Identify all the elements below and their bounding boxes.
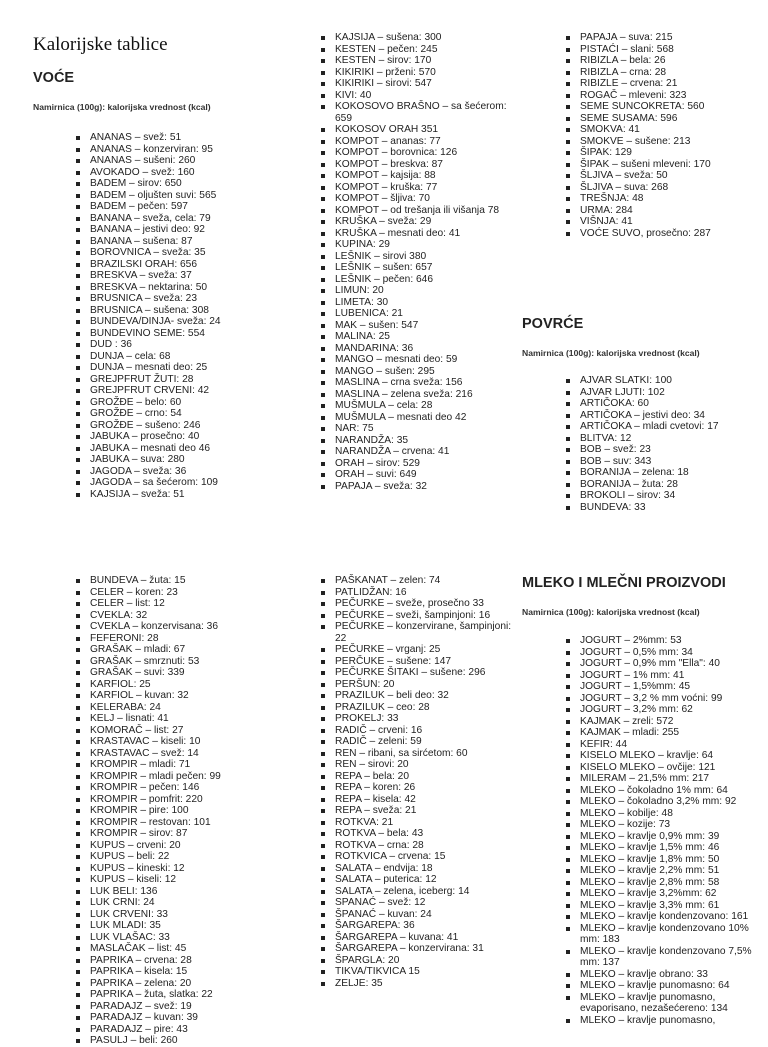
list-item: ANANAS – svež: 51 bbox=[90, 132, 270, 144]
list-item: ARTIČOKA: 60 bbox=[580, 398, 760, 410]
list-item: CELER – koren: 23 bbox=[90, 587, 270, 599]
list-item: KRUŠKA – mesnati deo: 41 bbox=[335, 228, 515, 240]
list-item: PARADAJZ – pire: 43 bbox=[90, 1024, 270, 1036]
list-item: ANANAS – konzerviran: 95 bbox=[90, 144, 270, 156]
list-item: PEČURKE ŠITAKI – sušene: 296 bbox=[335, 667, 515, 679]
list-item: JOGURT – 3,2% mm: 62 bbox=[580, 704, 760, 716]
page-title: Kalorijske tablice bbox=[33, 34, 168, 55]
list-item: GRAŠAK – suvi: 339 bbox=[90, 667, 270, 679]
list-voce-3 bbox=[580, 32, 760, 239]
list-item: NARANDŽA: 35 bbox=[335, 435, 515, 447]
list-item: ŠPANAĆ – kuvan: 24 bbox=[335, 909, 515, 921]
list-item: LEŠNIK – sušen: 657 bbox=[335, 262, 515, 274]
list-item: LUK CRVENI: 33 bbox=[90, 909, 270, 921]
list-item: SALATA – endvija: 18 bbox=[335, 863, 515, 875]
list-item: CVEKLA – konzervisana: 36 bbox=[90, 621, 270, 633]
list-item: JOGURT – 1,5%mm: 45 bbox=[580, 681, 760, 693]
list-item: GREJPFRUT CRVENI: 42 bbox=[90, 385, 270, 397]
list-item: KROMPIR – pomfrit: 220 bbox=[90, 794, 270, 806]
list-item: PAPRIKA – kisela: 15 bbox=[90, 966, 270, 978]
list-item: KAJMAK – mladi: 255 bbox=[580, 727, 760, 739]
list-item: MLEKO – kravlje kondenzovano 10% mm: 183 bbox=[580, 923, 760, 946]
list-item: MLEKO – kravlje obrano: 33 bbox=[580, 969, 760, 981]
list-item: ŠIPAK: 129 bbox=[580, 147, 760, 159]
list-item: BRESKVA – nektarina: 50 bbox=[90, 282, 270, 294]
list-item: MLEKO – čokoladno 3,2% mm: 92 bbox=[580, 796, 760, 808]
povrce-header bbox=[522, 316, 762, 358]
list-item: KELERABA: 24 bbox=[90, 702, 270, 714]
list-povrce-1 bbox=[580, 375, 760, 513]
list-item: ŠARGAREPA – konzervirana: 31 bbox=[335, 943, 515, 955]
list-item: MASLAČAK – list: 45 bbox=[90, 943, 270, 955]
list-item: MAK – sušen: 547 bbox=[335, 320, 515, 332]
section-subtitle-povrce: Namirnica (100g): kalorijska vrednost (kcal) bbox=[522, 348, 700, 358]
list-item: BORANIJA – zelena: 18 bbox=[580, 467, 760, 479]
list-item: GROŽĐE – sušeno: 246 bbox=[90, 420, 270, 432]
list-item: AJVAR LJUTI: 102 bbox=[580, 387, 760, 399]
list-item: NARANDŽA – crvena: 41 bbox=[335, 446, 515, 458]
list-item: BANANA – sveža, cela: 79 bbox=[90, 213, 270, 225]
list-item: MLEKO – kravlje punomasno, evaporisano, nezašećereno: 134 bbox=[580, 992, 760, 1015]
list-item: AVOKADO – svež: 160 bbox=[90, 167, 270, 179]
section-title-povrce: POVRĆE bbox=[522, 316, 584, 332]
list-item: MASLINA – zelena sveža: 216 bbox=[335, 389, 515, 401]
list-item: MLEKO – kravlje punomasno: 64 bbox=[580, 980, 760, 992]
list-item: SPANAĆ – svež: 12 bbox=[335, 897, 515, 909]
list-item: PEČURKE – sveže, prosečno 33 bbox=[335, 598, 515, 610]
list-item: REPA – bela: 20 bbox=[335, 771, 515, 783]
list-item: PEČURKE – konzervirane, šampinjoni: 22 bbox=[335, 621, 515, 644]
list-item: JABUKA – mesnati deo 46 bbox=[90, 443, 270, 455]
list-item: MLEKO – kobilje: 48 bbox=[580, 808, 760, 820]
list-item: LEŠNIK – pečen: 646 bbox=[335, 274, 515, 286]
list-item: PARADAJZ – kuvan: 39 bbox=[90, 1012, 270, 1024]
list-item: ROGAČ – mleveni: 323 bbox=[580, 90, 760, 102]
section-title-mleko: MLEKO I MLEČNI PROIZVODI bbox=[522, 575, 726, 591]
list-item: SALATA – puterica: 12 bbox=[335, 874, 515, 886]
list-item: KAJSIJA – sušena: 300 bbox=[335, 32, 515, 44]
list-item: MLEKO – kravlje 2,2% mm: 51 bbox=[580, 865, 760, 877]
list-item: REPA – koren: 26 bbox=[335, 782, 515, 794]
list-item: SMOKVE – sušene: 213 bbox=[580, 136, 760, 148]
list-item: AJVAR SLATKI: 100 bbox=[580, 375, 760, 387]
list-item: KAJSIJA – sveža: 51 bbox=[90, 489, 270, 501]
list-item: JABUKA – prosečno: 40 bbox=[90, 431, 270, 443]
list-item: RIBIZLA – bela: 26 bbox=[580, 55, 760, 67]
list-item: ROTKVA: 21 bbox=[335, 817, 515, 829]
list-item: KUPUS – beli: 22 bbox=[90, 851, 270, 863]
list-item: BADEM – sirov: 650 bbox=[90, 178, 270, 190]
list-item: BOB – svež: 23 bbox=[580, 444, 760, 456]
list-item: REPA – sveža: 21 bbox=[335, 805, 515, 817]
list-item: MLEKO – kozije: 73 bbox=[580, 819, 760, 831]
list-item: KISELO MLEKO – ovčije: 121 bbox=[580, 762, 760, 774]
header-block bbox=[33, 34, 263, 112]
list-item: KOMPOT – breskva: 87 bbox=[335, 159, 515, 171]
list-item: MANGO – sušen: 295 bbox=[335, 366, 515, 378]
list-item: PAPRIKA – zelena: 20 bbox=[90, 978, 270, 990]
list-item: KOMPOT – ananas: 77 bbox=[335, 136, 515, 148]
list-item: MLEKO – kravlje 1,5% mm: 46 bbox=[580, 842, 760, 854]
list-item: KUPINA: 29 bbox=[335, 239, 515, 251]
list-item: ŠLJIVA – sveža: 50 bbox=[580, 170, 760, 182]
list-item: KOKOSOV ORAH 351 bbox=[335, 124, 515, 136]
list-item: KROMPIR – sirov: 87 bbox=[90, 828, 270, 840]
list-item: KOMPOT – borovnica: 126 bbox=[335, 147, 515, 159]
list-item: MUŠMULA – cela: 28 bbox=[335, 400, 515, 412]
list-item: FEFERONI: 28 bbox=[90, 633, 270, 645]
list-item: PERŠUN: 20 bbox=[335, 679, 515, 691]
list-item: JAGODA – sa šećerom: 109 bbox=[90, 477, 270, 489]
list-item: LIMETA: 30 bbox=[335, 297, 515, 309]
list-item: GRAŠAK – mladi: 67 bbox=[90, 644, 270, 656]
list-item: KRASTAVAC – kiseli: 10 bbox=[90, 736, 270, 748]
list-item: MLEKO – kravlje 3,3% mm: 61 bbox=[580, 900, 760, 912]
list-item: SMOKVA: 41 bbox=[580, 124, 760, 136]
list-item: PAPAJA – sveža: 32 bbox=[335, 481, 515, 493]
list-item: KAJMAK – zreli: 572 bbox=[580, 716, 760, 728]
list-item: LUK BELI: 136 bbox=[90, 886, 270, 898]
list-item: ARTIČOKA – mladi cvetovi: 17 bbox=[580, 421, 760, 433]
list-item: KOKOSOVO BRAŠNO – sa šećerom: 659 bbox=[335, 101, 515, 124]
list-item: MLEKO – kravlje punomasno, bbox=[580, 1015, 760, 1027]
list-item: SALATA – zelena, iceberg: 14 bbox=[335, 886, 515, 898]
list-item: MUŠMULA – mesnati deo 42 bbox=[335, 412, 515, 424]
list-item: JOGURT – 1% mm: 41 bbox=[580, 670, 760, 682]
list-item: KOMPOT – kruška: 77 bbox=[335, 182, 515, 194]
list-item: KUPUS – kineski: 12 bbox=[90, 863, 270, 875]
list-item: BRESKVA – sveža: 37 bbox=[90, 270, 270, 282]
list-item: ŠLJIVA – suva: 268 bbox=[580, 182, 760, 194]
list-item: KROMPIR – restovan: 101 bbox=[90, 817, 270, 829]
list-item: JOGURT – 0,5% mm: 34 bbox=[580, 647, 760, 659]
list-item: KESTEN – pečen: 245 bbox=[335, 44, 515, 56]
list-item: MILERAM – 21,5% mm: 217 bbox=[580, 773, 760, 785]
list-item: BUNDEVA – žuta: 15 bbox=[90, 575, 270, 587]
list-item: PROKELJ: 33 bbox=[335, 713, 515, 725]
list-item: KIKIRIKI – prženi: 570 bbox=[335, 67, 515, 79]
list-item: BUNDEVINO SEME: 554 bbox=[90, 328, 270, 340]
list-item: LUK CRNI: 24 bbox=[90, 897, 270, 909]
list-item: MLEKO – kravlje 0,9% mm: 39 bbox=[580, 831, 760, 843]
list-item: PEČURKE – sveži, šampinjoni: 16 bbox=[335, 610, 515, 622]
list-item: ŠARGAREPA: 36 bbox=[335, 920, 515, 932]
list-item: MLEKO – kravlje 3,2%mm: 62 bbox=[580, 888, 760, 900]
list-item: KOMORAČ – list: 27 bbox=[90, 725, 270, 737]
list-voce-1 bbox=[90, 132, 270, 500]
section-subtitle-voce: Namirnica (100g): kalorijska vrednost (kcal) bbox=[33, 102, 211, 112]
list-item: LUK VLAŠAC: 33 bbox=[90, 932, 270, 944]
section-subtitle-mleko: Namirnica (100g): kalorijska vrednost (kcal) bbox=[522, 607, 700, 617]
list-item: ARTIČOKA – jestivi deo: 34 bbox=[580, 410, 760, 422]
list-item: LUBENICA: 21 bbox=[335, 308, 515, 320]
list-item: REN – ribani, sa sirćetom: 60 bbox=[335, 748, 515, 760]
mleko-header bbox=[522, 575, 767, 617]
list-item: KROMPIR – mladi pečen: 99 bbox=[90, 771, 270, 783]
list-item: KUPUS – kiseli: 12 bbox=[90, 874, 270, 886]
list-item: BRUSNICA – sušena: 308 bbox=[90, 305, 270, 317]
list-item: TIKVA/TIKVICA 15 bbox=[335, 966, 515, 978]
list-item: BADEM – oljušten suvi: 565 bbox=[90, 190, 270, 202]
list-povrce-2 bbox=[90, 575, 270, 1047]
list-item: REPA – kisela: 42 bbox=[335, 794, 515, 806]
list-item: ROTKVA – crna: 28 bbox=[335, 840, 515, 852]
list-item: BORANIJA – žuta: 28 bbox=[580, 479, 760, 491]
list-item: URMA: 284 bbox=[580, 205, 760, 217]
list-povrce-3 bbox=[335, 575, 515, 989]
list-item: LEŠNIK – sirovi 380 bbox=[335, 251, 515, 263]
list-item: BANANA – sušena: 87 bbox=[90, 236, 270, 248]
list-item: KESTEN – sirov: 170 bbox=[335, 55, 515, 67]
list-item: PASULJ – beli: 260 bbox=[90, 1035, 270, 1047]
list-item: CVEKLA: 32 bbox=[90, 610, 270, 622]
list-item: PEČURKE – vrganj: 25 bbox=[335, 644, 515, 656]
list-item: KUPUS – crveni: 20 bbox=[90, 840, 270, 852]
list-item: VIŠNJA: 41 bbox=[580, 216, 760, 228]
list-item: SEME SUSAMA: 596 bbox=[580, 113, 760, 125]
list-item: KROMPIR – pečen: 146 bbox=[90, 782, 270, 794]
list-item: BUNDEVA/DINJA- sveža: 24 bbox=[90, 316, 270, 328]
list-item: ŠPARGLA: 20 bbox=[335, 955, 515, 967]
list-item: RIBIZLE – crvena: 21 bbox=[580, 78, 760, 90]
list-item: KROMPIR – mladi: 71 bbox=[90, 759, 270, 771]
list-item: LIMUN: 20 bbox=[335, 285, 515, 297]
list-item: REN – sirovi: 20 bbox=[335, 759, 515, 771]
list-item: PRAZILUK – ceo: 28 bbox=[335, 702, 515, 714]
list-item: ROTKVA – bela: 43 bbox=[335, 828, 515, 840]
list-item: ANANAS – sušeni: 260 bbox=[90, 155, 270, 167]
list-item: LUK MLADI: 35 bbox=[90, 920, 270, 932]
list-item: SEME SUNCOKRETA: 560 bbox=[580, 101, 760, 113]
list-item: KRASTAVAC – svež: 14 bbox=[90, 748, 270, 760]
list-item: RADIČ – zeleni: 59 bbox=[335, 736, 515, 748]
list-item: BANANA – jestivi deo: 92 bbox=[90, 224, 270, 236]
list-item: GRAŠAK – smrznuti: 53 bbox=[90, 656, 270, 668]
list-item: JOGURT – 2%mm: 53 bbox=[580, 635, 760, 647]
list-item: KRUŠKA – sveža: 29 bbox=[335, 216, 515, 228]
list-item: PAPRIKA – crvena: 28 bbox=[90, 955, 270, 967]
list-item: MLEKO – kravlje 2,8% mm: 58 bbox=[580, 877, 760, 889]
list-item: MANGO – mesnati deo: 59 bbox=[335, 354, 515, 366]
list-item: MANDARINA: 36 bbox=[335, 343, 515, 355]
list-item: PAPAJA – suva: 215 bbox=[580, 32, 760, 44]
list-item: KOMPOT – od trešanja ili višanja 78 bbox=[335, 205, 515, 217]
list-item: KEFIR: 44 bbox=[580, 739, 760, 751]
list-item: TREŠNJA: 48 bbox=[580, 193, 760, 205]
list-item: BLITVA: 12 bbox=[580, 433, 760, 445]
list-item: BRUSNICA – sveža: 23 bbox=[90, 293, 270, 305]
list-item: JAGODA – sveža: 36 bbox=[90, 466, 270, 478]
list-item: KOMPOT – šljiva: 70 bbox=[335, 193, 515, 205]
list-item: KARFIOL – kuvan: 32 bbox=[90, 690, 270, 702]
list-item: NAR: 75 bbox=[335, 423, 515, 435]
list-item: KELJ – lisnati: 41 bbox=[90, 713, 270, 725]
list-item: ŠARGAREPA – kuvana: 41 bbox=[335, 932, 515, 944]
list-item: BRAZILSKI ORAH: 656 bbox=[90, 259, 270, 271]
list-item: GROŽĐE – belo: 60 bbox=[90, 397, 270, 409]
list-item: KARFIOL: 25 bbox=[90, 679, 270, 691]
list-item: RIBIZLA – crna: 28 bbox=[580, 67, 760, 79]
list-item: BOROVNICA – sveža: 35 bbox=[90, 247, 270, 259]
list-item: RADIČ – crveni: 16 bbox=[335, 725, 515, 737]
list-item: GREJPFRUT ŽUTI: 28 bbox=[90, 374, 270, 386]
list-item: BROKOLI – sirov: 34 bbox=[580, 490, 760, 502]
list-item: KROMPIR – pire: 100 bbox=[90, 805, 270, 817]
list-item: JOGURT – 0,9% mm "Ella": 40 bbox=[580, 658, 760, 670]
list-item: ROTKVICA – crvena: 15 bbox=[335, 851, 515, 863]
list-item: ZELJE: 35 bbox=[335, 978, 515, 990]
list-item: MLEKO – kravlje 1,8% mm: 50 bbox=[580, 854, 760, 866]
list-item: PARADAJZ – svež: 19 bbox=[90, 1001, 270, 1013]
list-item: BADEM – pečen: 597 bbox=[90, 201, 270, 213]
list-item: PATLIDŽAN: 16 bbox=[335, 587, 515, 599]
list-item: DUNJA – mesnati deo: 25 bbox=[90, 362, 270, 374]
list-item: KIVI: 40 bbox=[335, 90, 515, 102]
list-item: MLEKO – kravlje kondenzovano: 161 bbox=[580, 911, 760, 923]
list-item: BUNDEVA: 33 bbox=[580, 502, 760, 514]
list-item: PAPRIKA – žuta, slatka: 22 bbox=[90, 989, 270, 1001]
list-item: ORAH – sirov: 529 bbox=[335, 458, 515, 470]
list-item: MASLINA – crna sveža: 156 bbox=[335, 377, 515, 389]
list-item: BOB – suv: 343 bbox=[580, 456, 760, 468]
list-item: KOMPOT – kajsija: 88 bbox=[335, 170, 515, 182]
list-item: DUNJA – cela: 68 bbox=[90, 351, 270, 363]
list-item: KISELO MLEKO – kravlje: 64 bbox=[580, 750, 760, 762]
list-voce-2 bbox=[335, 32, 515, 492]
list-item: PAŠKANAT – zelen: 74 bbox=[335, 575, 515, 587]
list-item: MLEKO – kravlje kondenzovano 7,5% mm: 137 bbox=[580, 946, 760, 969]
list-item: MALINA: 25 bbox=[335, 331, 515, 343]
list-item: JABUKA – suva: 280 bbox=[90, 454, 270, 466]
list-item: ŠIPAK – sušeni mleveni: 170 bbox=[580, 159, 760, 171]
list-item: DUD : 36 bbox=[90, 339, 270, 351]
list-item: CELER – list: 12 bbox=[90, 598, 270, 610]
list-item: KIKIRIKI – sirovi: 547 bbox=[335, 78, 515, 90]
list-mleko bbox=[580, 635, 760, 1026]
list-item: PERČUKE – sušene: 147 bbox=[335, 656, 515, 668]
list-item: ORAH – suvi: 649 bbox=[335, 469, 515, 481]
list-item: PRAZILUK – beli deo: 32 bbox=[335, 690, 515, 702]
list-item: VOĆE SUVO, prosečno: 287 bbox=[580, 228, 760, 240]
list-item: MLEKO – čokoladno 1% mm: 64 bbox=[580, 785, 760, 797]
section-title-voce: VOĆE bbox=[33, 70, 75, 86]
list-item: JOGURT – 3,2 % mm voćni: 99 bbox=[580, 693, 760, 705]
list-item: GROŽĐE – crno: 54 bbox=[90, 408, 270, 420]
list-item: PISTAĆI – slani: 568 bbox=[580, 44, 760, 56]
